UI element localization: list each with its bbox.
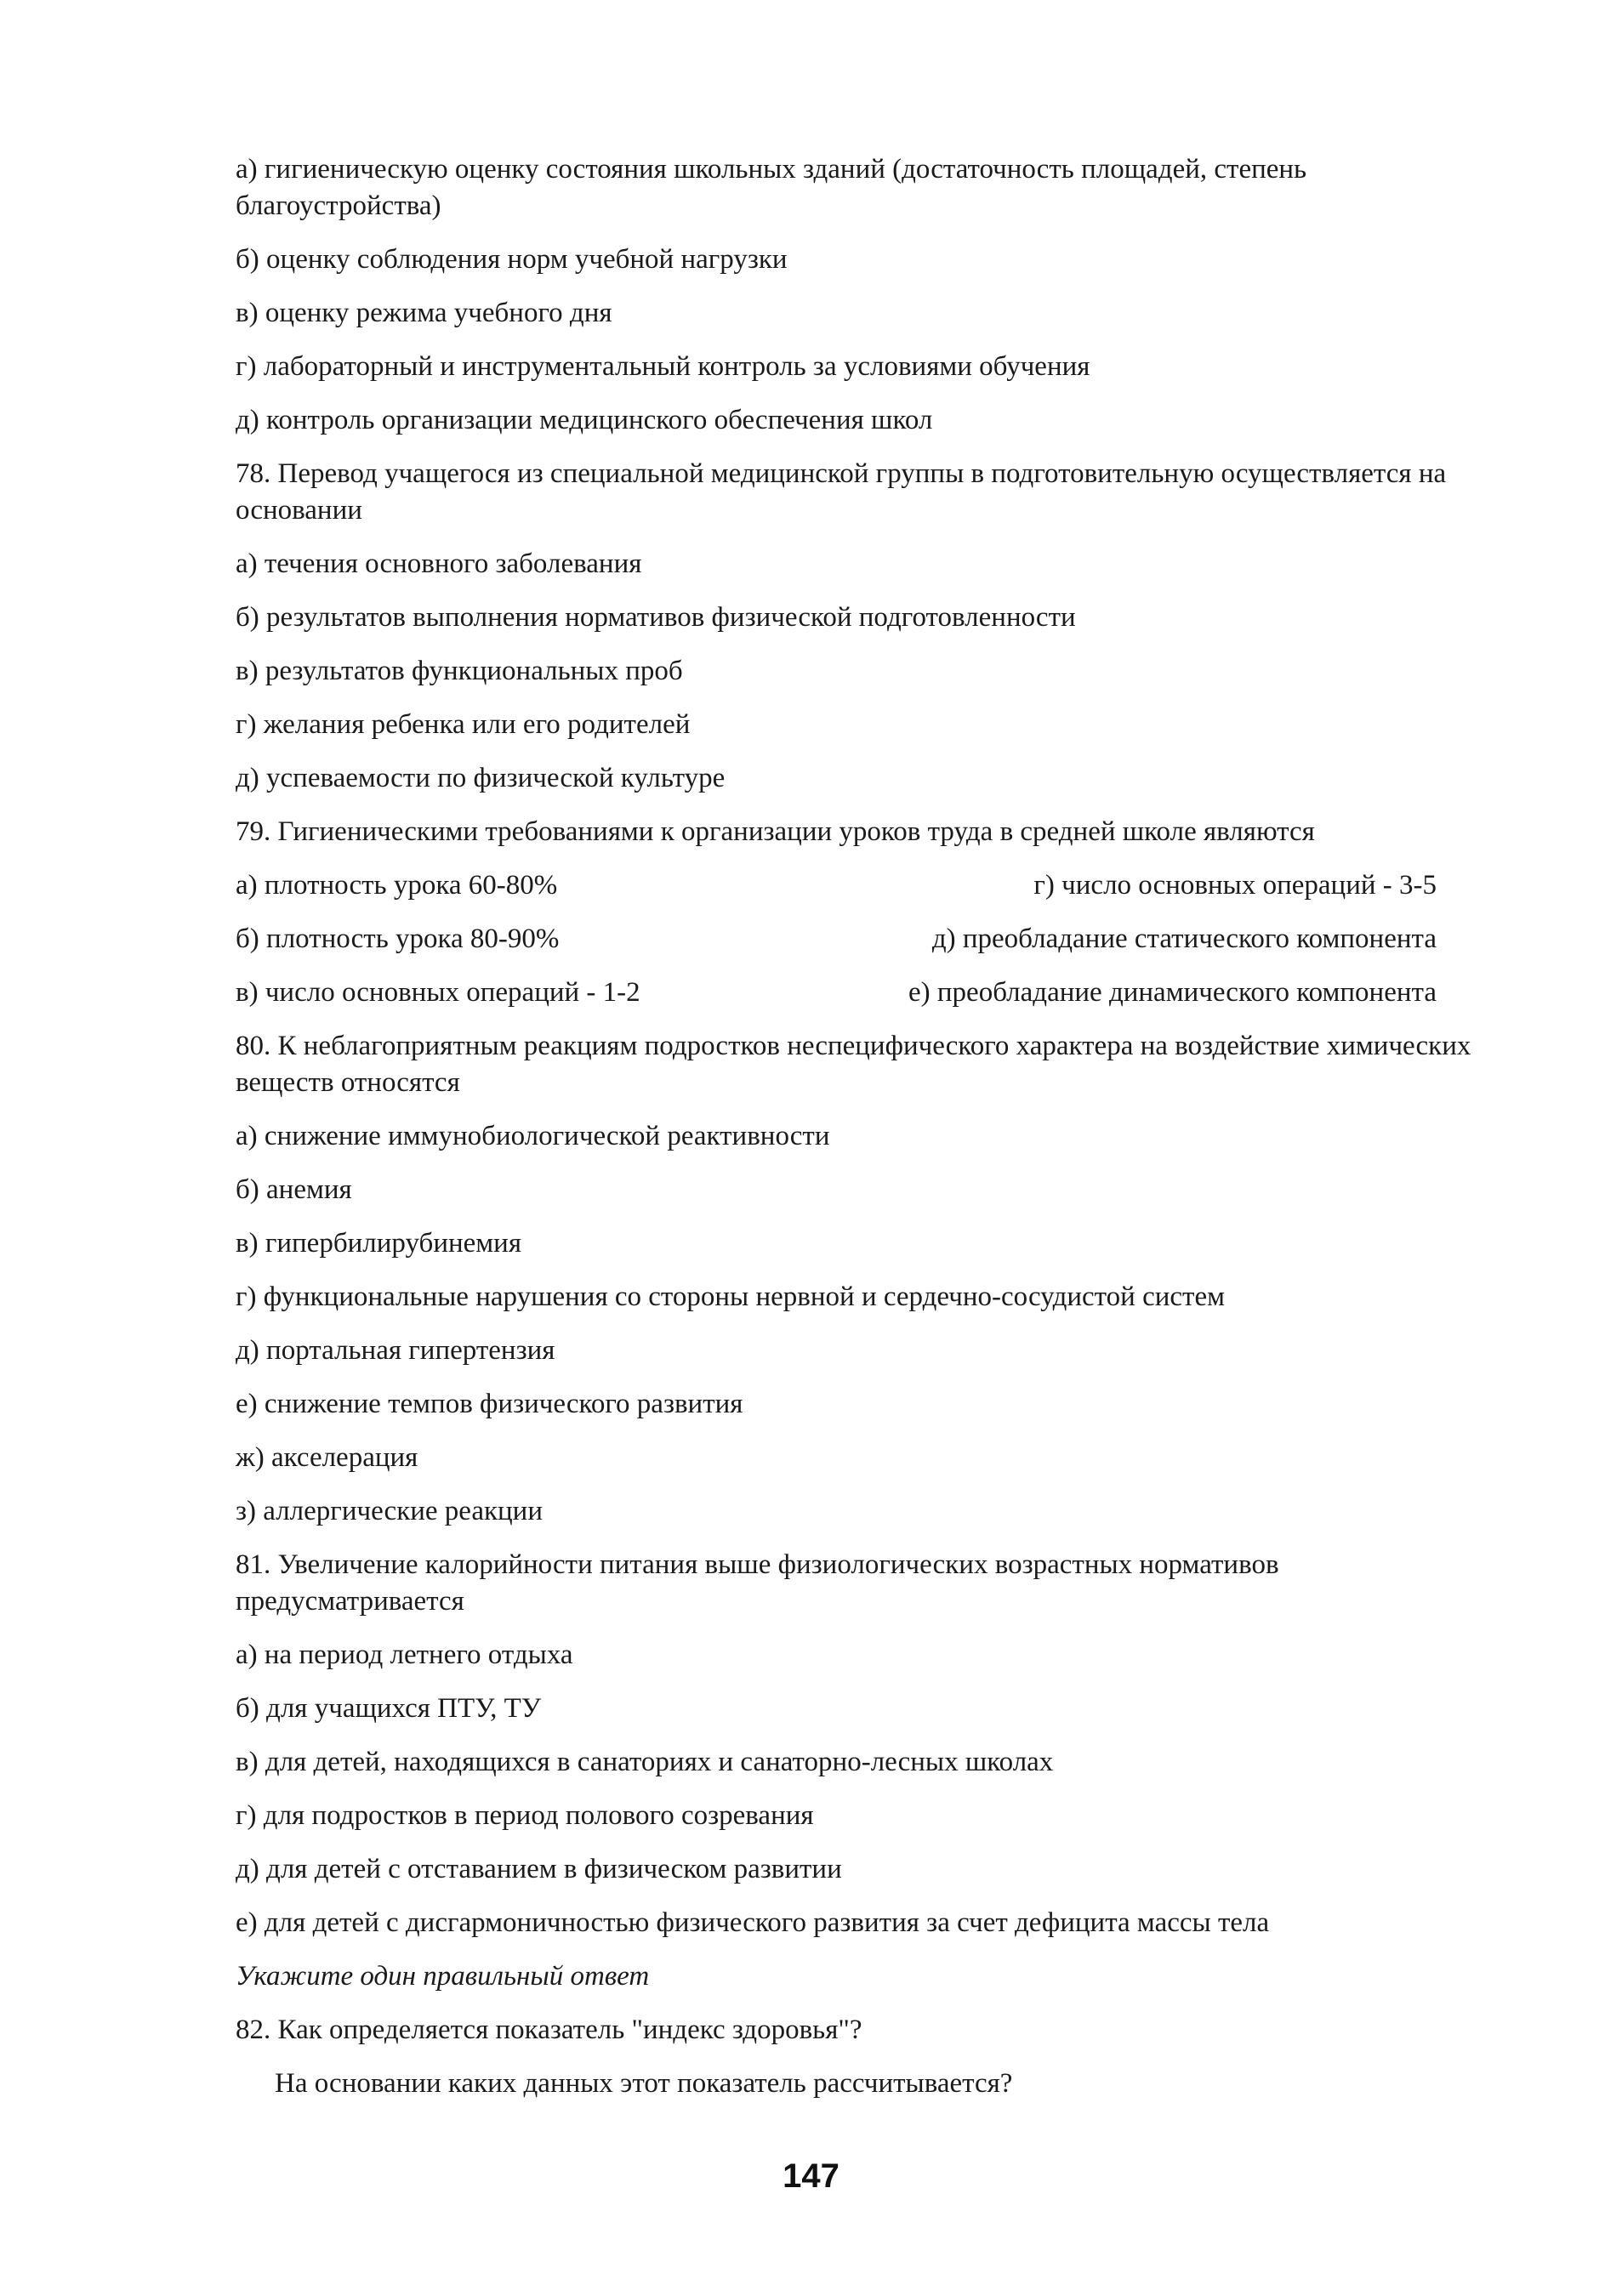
list-item: а) снижение иммунобиологической реактивности (236, 1121, 830, 1151)
list-item: а) плотность урока 60-80% (236, 870, 558, 901)
list-item: д) преобладание статического компонента (931, 924, 1437, 954)
list-item: б) для учащихся ПТУ, ТУ (236, 1693, 542, 1724)
question-82: 82. Как определяется показатель "индекс здоровья"? (236, 2015, 862, 2045)
question-81: 81. Увеличение калорийности питания выше физиологических возрастных нормативов предусматривается (236, 1549, 1279, 1617)
list-item: а) на период летнего отдыха (236, 1640, 573, 1670)
list-item: д) для детей с отставанием в физическом развитии (236, 1854, 842, 1884)
option-row (236, 921, 1511, 958)
list-item: а) течения основного заболевания (236, 548, 642, 579)
page-number: 147 (783, 2157, 839, 2195)
list-item: е) снижение темпов физического развития (236, 1389, 743, 1419)
list-item: а) гигиеническую оценку состояния школьных зданий (достаточность площадей, степень благоустройства) (236, 154, 1307, 221)
question-79: 79. Гигиеническими требованиями к организации уроков труда в средней школе являются (236, 816, 1315, 847)
list-item: г) для подростков в период полового созревания (236, 1800, 814, 1831)
option-row (236, 975, 1511, 1011)
list-item: г) число основных операций - 3-5 (1033, 870, 1437, 901)
list-item: е) для детей с дисгармоничностью физического развития за счет дефицита массы тела (236, 1907, 1270, 1938)
page-content (236, 151, 1511, 2119)
list-item: б) оценку соблюдения норм учебной нагрузки (236, 244, 788, 275)
list-item: б) результатов выполнения нормативов физической подготовленности (236, 602, 1076, 633)
list-item: в) для детей, находящихся в санаториях и санаторно-лесных школах (236, 1747, 1054, 1777)
list-item: в) оценку режима учебного дня (236, 298, 612, 328)
question-78: 78. Перевод учащегося из специальной медицинской группы в подготовительную осуществляется на основании (236, 458, 1447, 526)
list-item: г) лабораторный и инструментальный контроль за условиями обучения (236, 351, 1090, 382)
list-item: д) успеваемости по физической культуре (236, 763, 726, 793)
list-item: д) портальная гипертензия (236, 1335, 555, 1366)
list-item: з) аллергические реакции (236, 1496, 544, 1526)
list-item: д) контроль организации медицинского обеспечения школ (236, 405, 933, 435)
question-82-subquestion: На основании каких данных этот показатель рассчитывается? (275, 2068, 1013, 2099)
list-item: в) результатов функциональных проб (236, 656, 683, 686)
list-item: в) гипербилирубинемия (236, 1228, 522, 1259)
list-item: в) число основных операций - 1-2 (236, 977, 640, 1008)
list-item: ж) акселерация (236, 1442, 418, 1473)
list-item: г) функциональные нарушения со стороны нервной и сердечно-сосудистой систем (236, 1282, 1225, 1312)
list-item: г) желания ребенка или его родителей (236, 709, 691, 740)
option-row (236, 867, 1511, 904)
list-item: б) анемия (236, 1174, 352, 1205)
question-80: 80. К неблагоприятным реакциям подростков неспецифического характера на воздействие химических веществ относятся (236, 1031, 1471, 1098)
list-item: е) преобладание динамического компонента (908, 977, 1437, 1008)
instruction-text: Укажите один правильный ответ (236, 1961, 650, 1992)
list-item: б) плотность урока 80-90% (236, 924, 560, 954)
